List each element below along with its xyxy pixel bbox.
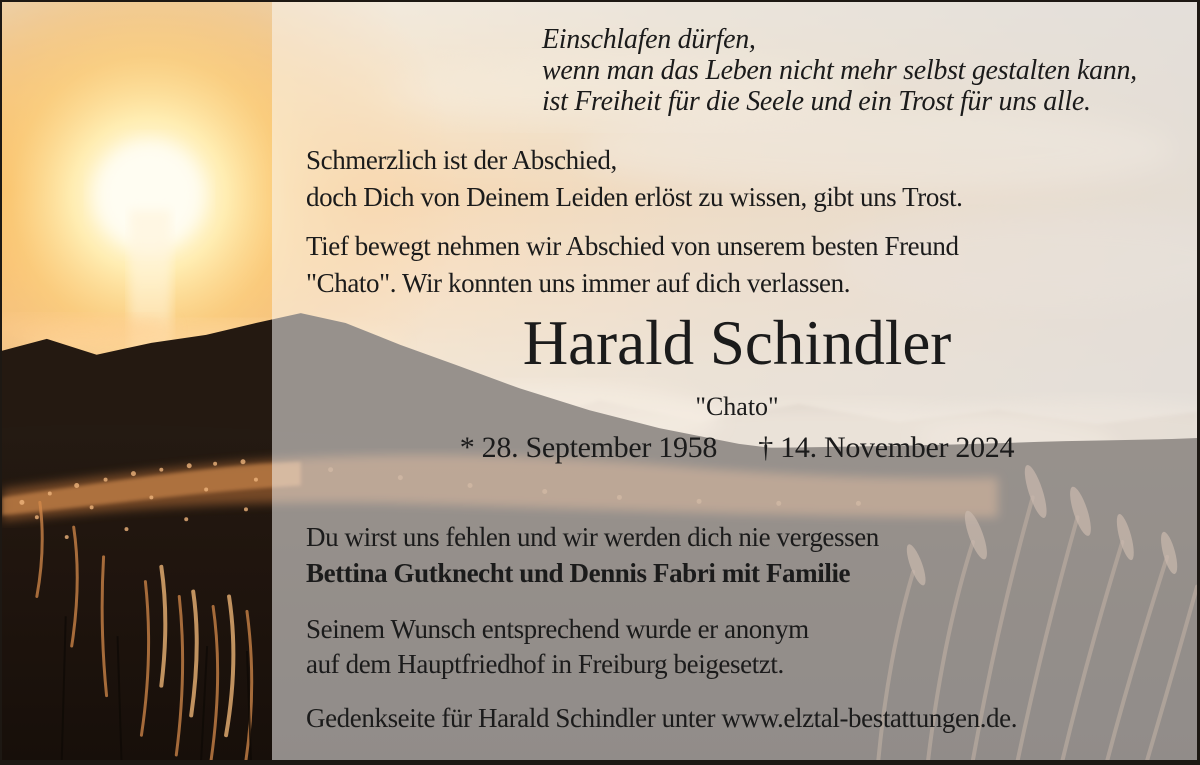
burial-line-1: Seinem Wunsch entsprechend wurde er anonym: [306, 614, 809, 644]
notice-content: [2, 2, 1197, 760]
verse-line-1: Schmerzlich ist der Abschied,: [306, 145, 617, 175]
intro-paragraph: [306, 228, 959, 302]
farewell-paragraph: [306, 519, 879, 591]
mourners-line: Bettina Gutknecht und Dennis Fabri mit Familie: [306, 558, 851, 588]
intro-line-2: "Chato". Wir konnten uns immer auf dich verlassen.: [306, 268, 851, 298]
intro-line-1: Tief bewegt nehmen wir Abschied von unserem besten Freund: [306, 231, 959, 261]
verse-line-2: doch Dich von Deinem Leiden erlöst zu wissen, gibt uns Trost.: [306, 182, 963, 212]
epigraph-line-1: Einschlafen dürfen,: [542, 24, 756, 55]
memorial-page-line: Gedenkseite für Harald Schindler unter www.elztal-bestattungen.de.: [306, 703, 1018, 733]
burial-paragraph: [306, 612, 809, 682]
farewell-line: Du wirst uns fehlen und wir werden dich nie vergessen: [306, 522, 879, 552]
deceased-name: Harald Schindler: [522, 308, 952, 378]
verse-paragraph: [306, 142, 963, 216]
birth-date: * 28. September 1958: [459, 431, 718, 464]
life-dates-line: [272, 430, 1200, 466]
deceased-nickname: "Chato": [695, 392, 779, 421]
epigraph-line-2: wenn man das Leben nicht mehr selbst gestalten kann,: [542, 55, 1137, 86]
epigraph-quote: [542, 24, 1137, 117]
death-date: † 14. November 2024: [758, 431, 1015, 464]
epigraph-line-3: ist Freiheit für die Seele und ein Trost für uns alle.: [542, 86, 1091, 117]
burial-line-2: auf dem Hauptfriedhof in Freiburg beigesetzt.: [306, 649, 784, 679]
